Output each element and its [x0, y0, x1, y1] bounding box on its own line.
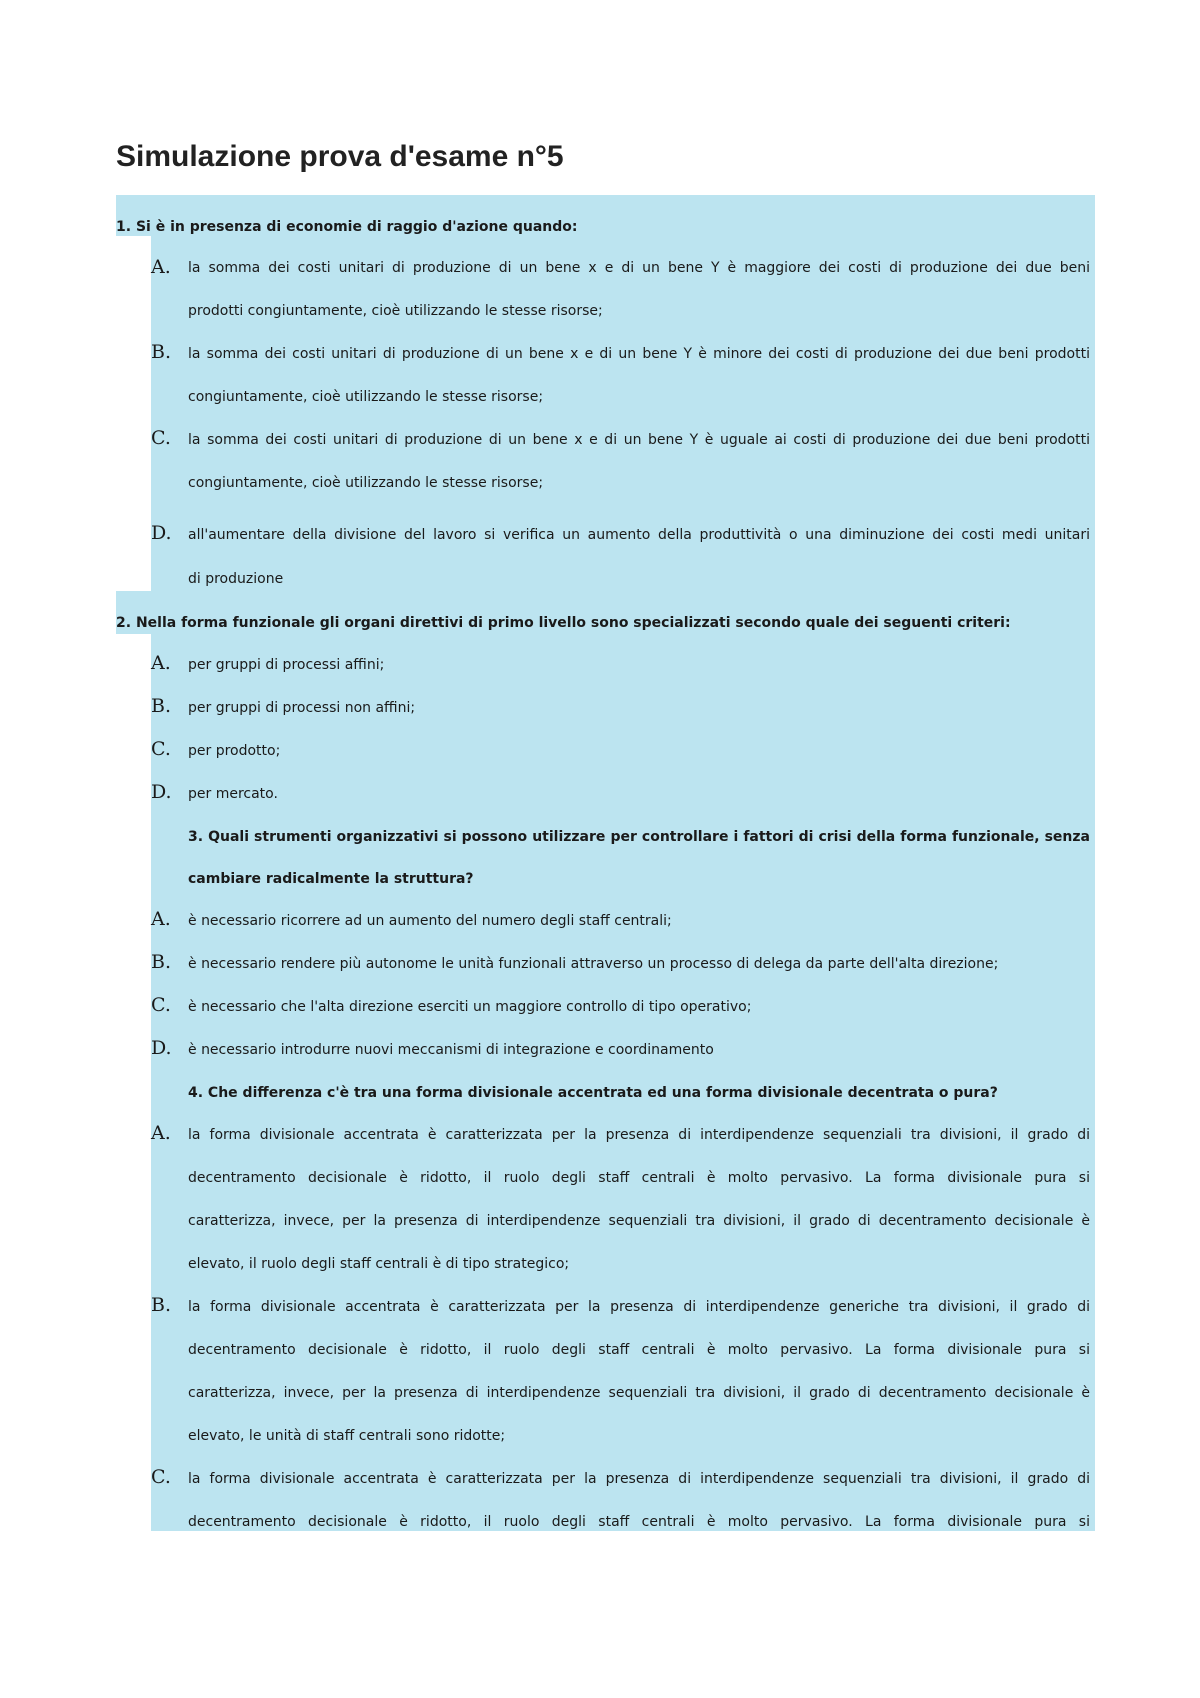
q2-option-a-text: per gruppi di processi affini; — [188, 657, 385, 673]
q1-option-b-line-2: congiuntamente, cioè utilizzando le stesse risorse; — [188, 389, 544, 405]
question-1-text: Si è in presenza di economie di raggio d'azione quando: — [135, 219, 578, 235]
q2-option-c-text: per prodotto; — [188, 743, 281, 759]
q1-option-d-line-2: di produzione — [188, 571, 284, 587]
page-title: Simulazione prova d'esame n°5 — [116, 140, 564, 173]
q1-option-d-line-1: all'aumentare della divisione del lavoro si verifica un aumento della produttività o una diminuzione dei costi medi unitari — [188, 527, 1090, 543]
q3-option-d-letter: D. — [151, 1037, 172, 1059]
q3-option-b-text: è necessario rendere più autonome le unità funzionali attraverso un processo di delega da parte dell'alta direzione; — [188, 956, 999, 972]
q2-option-b-text: per gruppi di processi non affini; — [188, 700, 416, 716]
question-2-text: Nella forma funzionale gli organi direttivi di primo livello sono specializzati secondo quale dei seguenti criteri: — [135, 615, 1011, 631]
question-1 — [116, 217, 578, 237]
q1-option-a-letter: A. — [151, 256, 171, 278]
q3-option-c-letter: C. — [151, 994, 171, 1016]
q4-option-b-line-1: la forma divisionale accentrata è caratterizzata per la presenza di interdipendenze generiche tra divisioni, il grado di — [188, 1299, 1090, 1315]
q1-option-c-line-1: la somma dei costi unitari di produzione di un bene x e di un bene Y è uguale ai costi di produzione dei due beni prodotti — [188, 432, 1090, 448]
q2-option-d-letter: D. — [151, 781, 172, 803]
question-4-line-1: 4. Che differenza c'è tra una forma divisionale accentrata ed una forma divisionale decentrata o pura? — [188, 1085, 998, 1101]
question-3-line-1: 3. Quali strumenti organizzativi si possono utilizzare per controllare i fattori di crisi della forma funzionale, senza — [188, 829, 1090, 845]
q3-option-d-text: è necessario introdurre nuovi meccanismi di integrazione e coordinamento — [188, 1042, 714, 1058]
q4-option-c-line-1: la forma divisionale accentrata è caratterizzata per la presenza di interdipendenze sequenziali tra divisioni, il grado di — [188, 1471, 1090, 1487]
q4-option-c-line-2: decentramento decisionale è ridotto, il ruolo degli staff centrali è molto pervasivo. La forma divisionale pura si — [188, 1514, 1090, 1530]
q3-option-a-text: è necessario ricorrere ad un aumento del numero degli staff centrali; — [188, 913, 672, 929]
q3-option-a-letter: A. — [151, 908, 171, 930]
q4-option-b-line-4: elevato, le unità di staff centrali sono ridotte; — [188, 1428, 506, 1444]
q2-option-c-letter: C. — [151, 738, 171, 760]
question-2 — [116, 613, 1011, 633]
q4-option-a-line-3: caratterizza, invece, per la presenza di interdipendenze sequenziali tra divisioni, il grado di decentramento decisionale è — [188, 1213, 1090, 1229]
q1-option-a-line-2: prodotti congiuntamente, cioè utilizzando le stesse risorse; — [188, 303, 603, 319]
q3-option-b-letter: B. — [151, 951, 172, 973]
q4-option-c-letter: C. — [151, 1466, 171, 1488]
q1-option-b-line-1: la somma dei costi unitari di produzione di un bene x e di un bene Y è minore dei costi di produzione dei due beni prodotti — [188, 346, 1090, 362]
q3-option-c-text: è necessario che l'alta direzione eserciti un maggiore controllo di tipo operativo; — [188, 999, 752, 1015]
question-2-number: 2. — [116, 615, 132, 631]
q1-option-c-letter: C. — [151, 427, 171, 449]
question-1-number: 1. — [116, 219, 132, 235]
q1-option-a-line-1: la somma dei costi unitari di produzione di un bene x e di un bene Y è maggiore dei costi di produzione dei due beni — [188, 260, 1090, 276]
q2-option-a-letter: A. — [151, 652, 171, 674]
q1-option-d-letter: D. — [151, 522, 172, 544]
q4-option-b-line-2: decentramento decisionale è ridotto, il ruolo degli staff centrali è molto pervasivo. La forma divisionale pura si — [188, 1342, 1090, 1358]
q2-option-b-letter: B. — [151, 695, 172, 717]
q4-option-b-letter: B. — [151, 1294, 172, 1316]
q1-option-c-line-2: congiuntamente, cioè utilizzando le stesse risorse; — [188, 475, 544, 491]
q4-option-a-line-1: la forma divisionale accentrata è caratterizzata per la presenza di interdipendenze sequenziali tra divisioni, il grado di — [188, 1127, 1090, 1143]
q1-option-b-letter: B. — [151, 341, 172, 363]
q4-option-a-line-4: elevato, il ruolo degli staff centrali è di tipo strategico; — [188, 1256, 570, 1272]
q4-option-a-line-2: decentramento decisionale è ridotto, il ruolo degli staff centrali è molto pervasivo. La forma divisionale pura si — [188, 1170, 1090, 1186]
question-3-line-2: cambiare radicalmente la struttura? — [188, 871, 474, 887]
q4-option-b-line-3: caratterizza, invece, per la presenza di interdipendenze sequenziali tra divisioni, il grado di decentramento decisionale è — [188, 1385, 1090, 1401]
q4-option-a-letter: A. — [151, 1122, 171, 1144]
q2-option-d-text: per mercato. — [188, 786, 278, 802]
